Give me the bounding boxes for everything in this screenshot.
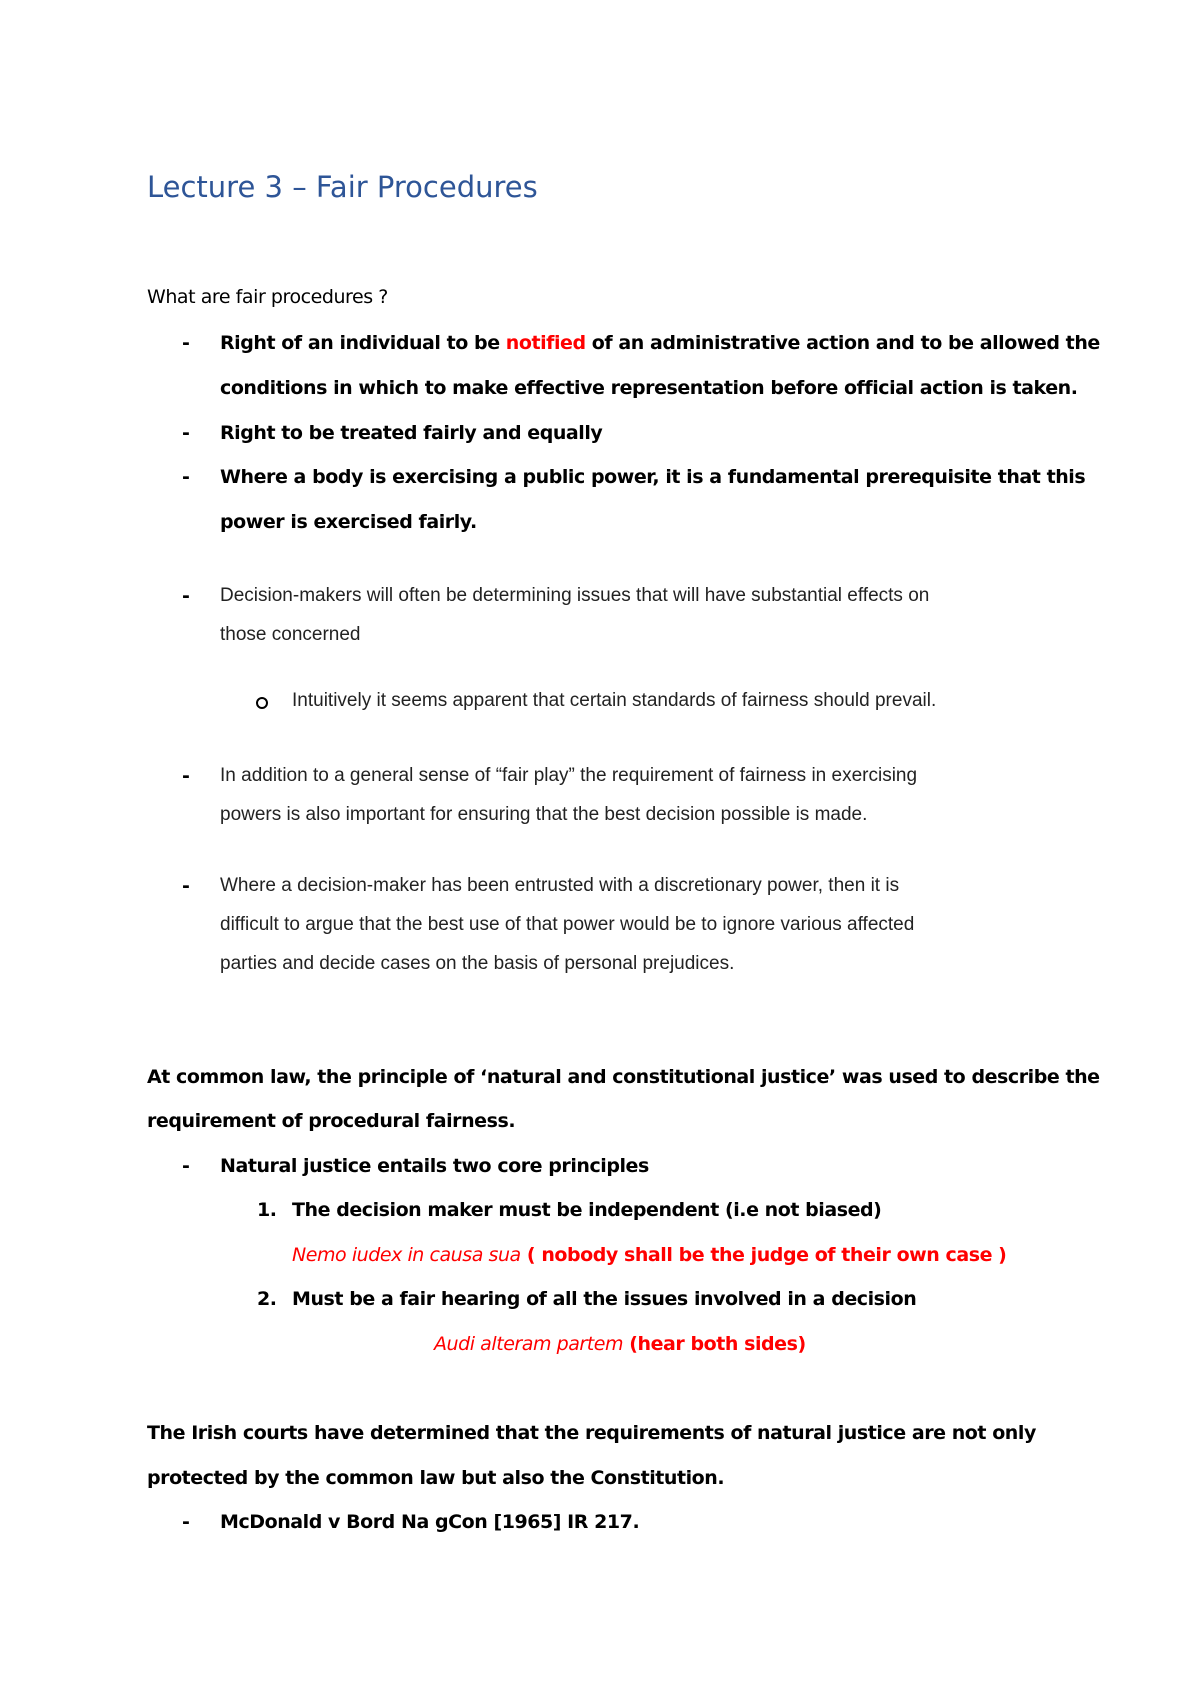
bullet-dash: - [182, 332, 190, 354]
sub-list-item: Intuitively it seems apparent that certain standards of fairness should prevail. [292, 690, 937, 711]
bullet-dash: - [182, 585, 190, 607]
highlighted-word: notified [505, 332, 586, 354]
paragraph-line: The Irish courts have determined that the requirements of natural justice are not only [147, 1422, 1036, 1444]
text-span: of an administrative action and to be allowed the [585, 332, 1100, 354]
bullet-dash: - [182, 466, 190, 488]
list-item [220, 332, 1100, 354]
numbered-marker: 2. [257, 1288, 277, 1310]
list-item: Decision-makers will often be determining issues that will have substantial effects on [220, 585, 930, 606]
question-heading: What are fair procedures ? [147, 286, 388, 308]
numbered-item: The decision maker must be independent (i.e not biased) [292, 1199, 882, 1221]
circle-bullet-icon [256, 697, 268, 709]
bullet-dash: - [182, 875, 190, 897]
list-item-continuation: power is exercised fairly. [220, 511, 477, 533]
list-item-continuation: parties and decide cases on the basis of personal prejudices. [220, 953, 735, 974]
numbered-item: Must be a fair hearing of all the issues involved in a decision [292, 1288, 917, 1310]
list-item-continuation: difficult to argue that the best use of that power would be to ignore various affected [220, 914, 915, 935]
list-item: Where a body is exercising a public power, it is a fundamental prerequisite that this [220, 466, 1086, 488]
bullet-dash: - [182, 422, 190, 444]
paragraph-line: At common law, the principle of ‘natural and constitutional justice’ was used to describe the [147, 1066, 1100, 1088]
list-item: In addition to a general sense of “fair play” the requirement of fairness in exercising [220, 765, 918, 786]
list-item-continuation: those concerned [220, 624, 361, 645]
latin-phrase: Nemo iudex in causa sua [292, 1244, 521, 1266]
list-item: Right to be treated fairly and equally [220, 422, 603, 444]
latin-maxim [292, 1244, 1006, 1266]
translation: (hear both sides) [623, 1333, 806, 1355]
page-title: Lecture 3 – Fair Procedures [147, 170, 538, 204]
list-item: Natural justice entails two core principles [220, 1155, 649, 1177]
numbered-marker: 1. [257, 1199, 277, 1221]
list-item: Where a decision-maker has been entrusted with a discretionary power, then it is [220, 875, 900, 896]
paragraph-line: protected by the common law but also the Constitution. [147, 1467, 725, 1489]
text-span: Right of an individual to be [220, 332, 506, 354]
list-item-continuation: conditions in which to make effective representation before official action is taken. [220, 377, 1078, 399]
paragraph-line: requirement of procedural fairness. [147, 1110, 516, 1132]
translation: ( nobody shall be the judge of their own case ) [520, 1244, 1007, 1266]
latin-maxim [434, 1333, 806, 1355]
bullet-dash: - [182, 1511, 190, 1533]
latin-phrase: Audi alteram partem [434, 1333, 624, 1355]
bullet-dash: - [182, 1155, 190, 1177]
case-citation: McDonald v Bord Na gCon [1965] IR 217. [220, 1511, 640, 1533]
bullet-dash: - [182, 765, 190, 787]
list-item-continuation: powers is also important for ensuring that the best decision possible is made. [220, 804, 868, 825]
